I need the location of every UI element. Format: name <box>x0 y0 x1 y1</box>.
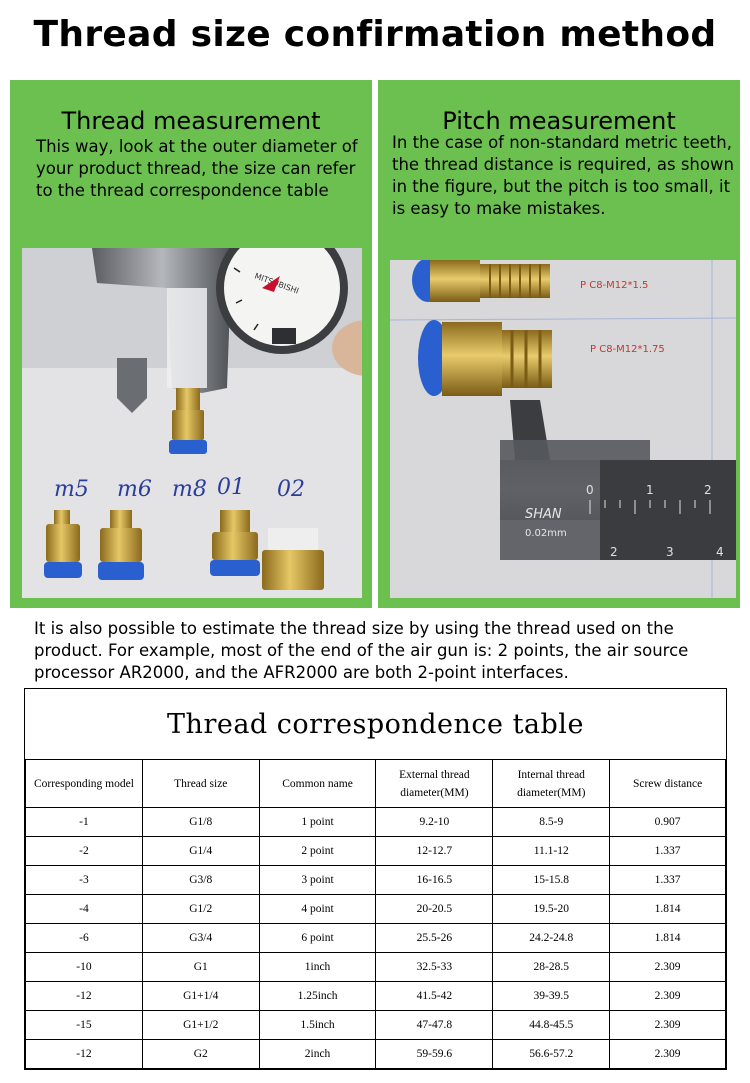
cell-external-diameter: 9.2-10 <box>376 808 493 837</box>
cell-screw-distance: 2.309 <box>610 982 726 1011</box>
cell-thread-size: G1/2 <box>142 895 259 924</box>
label-m8: m8 <box>172 477 207 502</box>
cell-model: -12 <box>26 1040 143 1069</box>
cell-thread-size: G1/4 <box>142 837 259 866</box>
pitch-measurement-text: In the case of non-standard metric teeth, the thread distance is required, as shown in the figure, but the pitch is too small, it is easy to make mistakes. <box>392 133 734 218</box>
cell-screw-distance: 1.337 <box>610 866 726 895</box>
table-row <box>26 1040 726 1069</box>
cell-common-name: 1.25inch <box>259 982 376 1011</box>
caliper-brand: SHAN <box>525 507 562 522</box>
cell-thread-size: G1 <box>142 953 259 982</box>
cell-model: -15 <box>26 1011 143 1040</box>
cell-thread-size: G3/8 <box>142 866 259 895</box>
table-row <box>26 982 726 1011</box>
cell-screw-distance: 1.337 <box>610 837 726 866</box>
cell-screw-distance: 2.309 <box>610 1040 726 1069</box>
scale-number-2: 2 <box>704 483 712 497</box>
label-pc8-m12-1-75: P C8-M12*1.75 <box>590 344 665 355</box>
thread-measurement-text: This way, look at the outer diameter of your product thread, the size can refer to the thread correspondence table <box>36 137 358 200</box>
pitch-caliper-illustration <box>390 260 736 598</box>
label-m5: m5 <box>54 477 89 502</box>
cell-internal-diameter: 44.8-45.5 <box>493 1011 610 1040</box>
thread-measurement-heading: Thread measurement <box>61 107 321 135</box>
intro-paragraph: It is also possible to estimate the thread size by using the thread used on the product. For example, most of the end of the air gun is: 2 points, the air source processor AR2000, and the AFR2000 are both 2-point interfaces. <box>34 619 689 682</box>
cell-common-name: 2 point <box>259 837 376 866</box>
cell-external-diameter: 25.5-26 <box>376 924 493 953</box>
scale-number-1: 1 <box>646 483 654 497</box>
cell-model: -6 <box>26 924 143 953</box>
cell-model: -3 <box>26 866 143 895</box>
header-screw-distance: Screw distance <box>610 760 726 808</box>
table-row <box>26 953 726 982</box>
cell-thread-size: G3/4 <box>142 924 259 953</box>
cell-external-diameter: 16-16.5 <box>376 866 493 895</box>
cell-external-diameter: 41.5-42 <box>376 982 493 1011</box>
cell-internal-diameter: 56.6-57.2 <box>493 1040 610 1069</box>
cell-screw-distance: 1.814 <box>610 895 726 924</box>
thread-measurement-panel <box>10 80 372 608</box>
cell-internal-diameter: 39-39.5 <box>493 982 610 1011</box>
cell-common-name: 1inch <box>259 953 376 982</box>
label-02: 02 <box>277 477 305 502</box>
scale-number-2b: 2 <box>610 545 618 559</box>
table-row <box>26 924 726 953</box>
table-row <box>26 895 726 924</box>
cell-screw-distance: 2.309 <box>610 1011 726 1040</box>
cell-common-name: 1.5inch <box>259 1011 376 1040</box>
cell-thread-size: G1+1/4 <box>142 982 259 1011</box>
cell-common-name: 4 point <box>259 895 376 924</box>
cell-model: -2 <box>26 837 143 866</box>
cell-internal-diameter: 15-15.8 <box>493 866 610 895</box>
table-row <box>26 866 726 895</box>
caliper-precision: 0.02mm <box>525 528 567 539</box>
cell-common-name: 3 point <box>259 866 376 895</box>
page-title: Thread size confirmation method <box>33 14 717 55</box>
cell-external-diameter: 12-12.7 <box>376 837 493 866</box>
table-row <box>26 808 726 837</box>
cell-screw-distance: 0.907 <box>610 808 726 837</box>
scale-number-0: 0 <box>586 483 594 497</box>
thread-measurement-photo <box>22 248 362 598</box>
correspondence-grid <box>25 759 726 1069</box>
pitch-measurement-photo <box>390 260 736 598</box>
cell-screw-distance: 1.814 <box>610 924 726 953</box>
cell-internal-diameter: 8.5-9 <box>493 808 610 837</box>
cell-internal-diameter: 24.2-24.8 <box>493 924 610 953</box>
thread-correspondence-table <box>24 688 727 1070</box>
cell-thread-size: G1/8 <box>142 808 259 837</box>
header-internal-diameter: Internal thread diameter(MM) <box>493 760 610 808</box>
cell-common-name: 1 point <box>259 808 376 837</box>
cell-thread-size: G2 <box>142 1040 259 1069</box>
cell-common-name: 2inch <box>259 1040 376 1069</box>
cell-screw-distance: 2.309 <box>610 953 726 982</box>
scale-number-4: 4 <box>716 545 724 559</box>
cell-internal-diameter: 19.5-20 <box>493 895 610 924</box>
cell-model: -10 <box>26 953 143 982</box>
label-pc8-m12-1-5: P C8-M12*1.5 <box>580 280 649 291</box>
fitting-02 <box>262 528 324 590</box>
cell-common-name: 6 point <box>259 924 376 953</box>
table-title: Thread correspondence table <box>167 708 584 740</box>
caliper-and-fittings-illustration <box>22 248 362 598</box>
cell-model: -12 <box>26 982 143 1011</box>
pitch-measurement-panel <box>378 80 740 608</box>
fitting-m12-1-75 <box>418 320 552 396</box>
header-thread-size: Thread size <box>142 760 259 808</box>
header-external-diameter: External thread diameter(MM) <box>376 760 493 808</box>
cell-model: -4 <box>26 895 143 924</box>
cell-external-diameter: 20-20.5 <box>376 895 493 924</box>
cell-external-diameter: 59-59.6 <box>376 1040 493 1069</box>
label-m6: m6 <box>117 477 152 502</box>
cell-internal-diameter: 28-28.5 <box>493 953 610 982</box>
table-header-row <box>26 760 726 808</box>
cell-internal-diameter: 11.1-12 <box>493 837 610 866</box>
cell-external-diameter: 47-47.8 <box>376 1011 493 1040</box>
table-row <box>26 837 726 866</box>
scale-number-3: 3 <box>666 545 674 559</box>
fitting-m12-1-5 <box>412 260 550 302</box>
cell-external-diameter: 32.5-33 <box>376 953 493 982</box>
table-row <box>26 1011 726 1040</box>
header-corresponding-model: Corresponding model <box>26 760 143 808</box>
pitch-measurement-heading: Pitch measurement <box>442 107 676 135</box>
cell-model: -1 <box>26 808 143 837</box>
label-01: 01 <box>217 475 245 500</box>
header-common-name: Common name <box>259 760 376 808</box>
cell-thread-size: G1+1/2 <box>142 1011 259 1040</box>
